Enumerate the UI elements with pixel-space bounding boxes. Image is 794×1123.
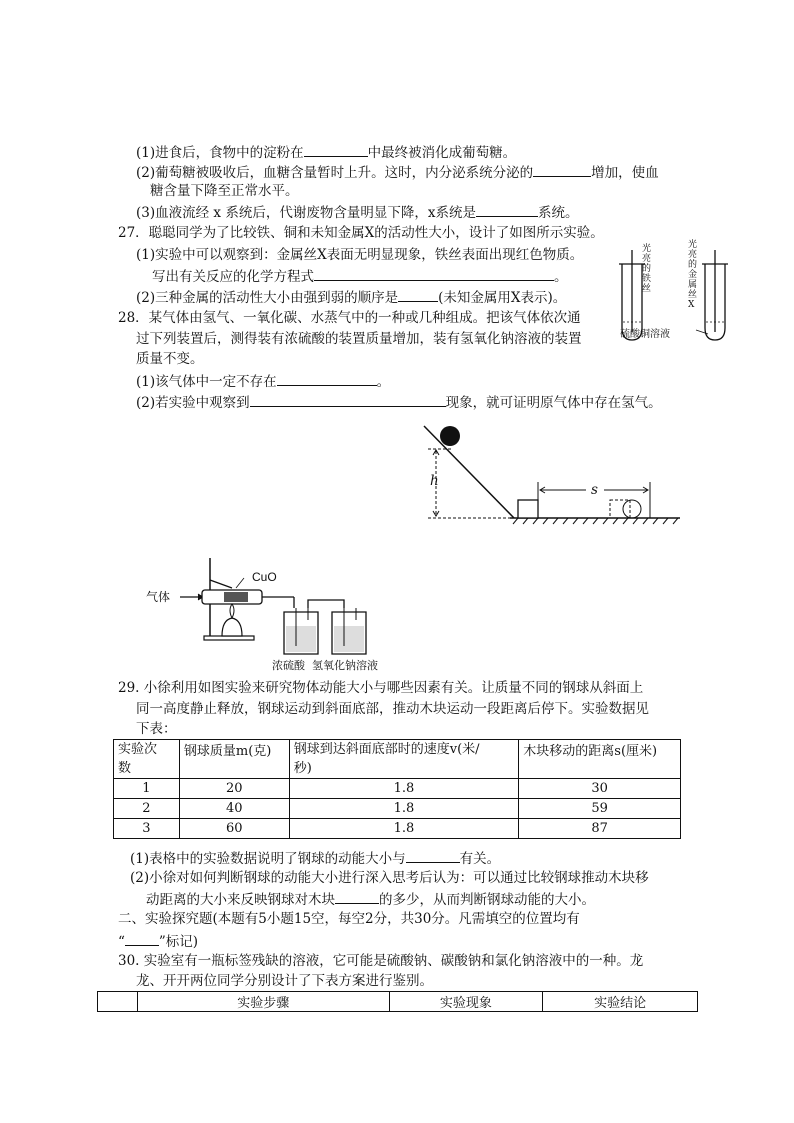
cell: 59: [519, 799, 681, 819]
q26-part2-cont: 糖含量下降至正常水平。: [150, 183, 299, 199]
q30-stem2: 龙、开开两位同学分别设计了下表方案进行鉴别。: [136, 973, 433, 989]
header-phenomenon: 实验现象: [389, 992, 543, 1012]
gas-apparatus-figure: [140, 550, 380, 660]
q28-stem1: 28．某气体由氢气、一氧化碳、水蒸气中的一种或几种组成。把该气体依次通: [118, 310, 581, 326]
header-trial: 实验次 数: [114, 740, 180, 779]
cell: 1.8: [289, 779, 519, 799]
section2-heading-cont: “ ”标记): [118, 931, 198, 951]
q28-part2: (2)若实验中观察到 现象，就可证明原气体中存在氢气。: [136, 392, 662, 412]
answer-blank[interactable]: [314, 266, 554, 281]
label-metal-x: 光亮的金属丝X: [688, 240, 698, 310]
label-gas: 气体: [146, 590, 171, 604]
label-iron-wire: 光亮的铁丝: [642, 244, 652, 294]
table-row: [114, 779, 681, 799]
cell: 20: [179, 779, 289, 799]
q29-part2: (2)小徐对如何判断钢球的动能大小进行深入思考后认为：可以通过比较钢球推动木块移: [130, 870, 649, 886]
q29-stem1: 29. 小徐利用如图实验来研究物体动能大小与哪些因素有关。让质量不同的钢球从斜面上: [118, 680, 644, 696]
cell: 87: [519, 819, 681, 839]
cell: 3: [114, 819, 180, 839]
label-h: h: [430, 473, 439, 489]
header-steps: 实验步骤: [137, 992, 389, 1012]
q30-table: [97, 991, 698, 1012]
q27-part1: (1)实验中可以观察到：金属丝X表面无明显现象，铁丝表面出现红色物质。: [136, 247, 584, 263]
q27-stem: 27．聪聪同学为了比较铁、铜和未知金属X的活动性大小，设计了如图所示实验。: [118, 225, 604, 241]
q30-stem1: 30. 实验室有一瓶标签残缺的溶液，它可能是硫酸钠、碳酸钠和氯化钠溶液中的一种。龙: [118, 953, 644, 969]
section2-heading: 二、实验探究题(本题有5小题15空，每空2分，共30分。凡需填空的位置均有: [118, 911, 580, 927]
q29-stem2: 同一高度静止释放，钢球运动到斜面底部，推动木块运动一段距离后停下。实验数据见: [136, 701, 649, 717]
q29-data-table: [113, 739, 681, 839]
table-row: [114, 799, 681, 819]
label-copper-sulfate: 硫酸铜溶液: [620, 329, 670, 340]
q26-part2: (2)葡萄糖被吸收后，血糖含量暂时上升。这时，内分泌系统分泌的 增加，使血: [136, 162, 659, 182]
answer-blank[interactable]: [304, 142, 368, 157]
q28-stem3: 质量不变。: [136, 351, 204, 367]
header-mass: 钢球质量m(克): [179, 740, 289, 779]
cell: 1: [114, 779, 180, 799]
label-bottles: 浓硫酸 氢氧化钠溶液: [272, 659, 378, 672]
ramp-figure: [418, 420, 688, 530]
header-blank: [98, 992, 138, 1012]
table-header-row: [114, 740, 681, 779]
cell: 1.8: [289, 819, 519, 839]
answer-blank[interactable]: [406, 848, 460, 863]
q28-part1: (1)该气体中一定不存在 。: [136, 371, 390, 391]
header-velocity: 钢球到达斜面底部时的速度v(米/ 秒): [289, 740, 519, 779]
cell: 60: [179, 819, 289, 839]
q28-stem2: 过下列装置后，测得装有浓硫酸的装置质量增加，装有氢氧化钠溶液的装置: [136, 331, 582, 347]
label-cuo: CuO: [252, 570, 277, 584]
label-s: s: [591, 482, 598, 498]
answer-blank-marker: [125, 931, 159, 946]
q26-part3: (3)血液流经 x 系统后，代谢废物含量明显下降，x系统是 系统。: [136, 202, 578, 222]
q29-part2-cont: 动距离的大小来反映钢球对木块 的多少，从而判断钢球动能的大小。: [146, 889, 595, 909]
cell: 30: [519, 779, 681, 799]
header-distance: 木块移动的距离s(厘米): [519, 740, 681, 779]
q26-part1: (1)进食后，食物中的淀粉在 中最终被消化成葡萄糖。: [136, 142, 516, 162]
cell: 2: [114, 799, 180, 819]
answer-blank[interactable]: [476, 202, 538, 217]
q29-part1: (1)表格中的实验数据说明了钢球的动能大小与 有关。: [130, 848, 500, 868]
answer-blank[interactable]: [277, 371, 377, 386]
header-conclusion: 实验结论: [543, 992, 698, 1012]
answer-blank[interactable]: [398, 287, 438, 302]
table-header-row: [98, 992, 698, 1012]
q27-part2: (2)三种金属的活动性大小由强到弱的顺序是 (未知金属用X表示)。: [136, 287, 566, 307]
q27-part1-equation: 写出有关反应的化学方程式 。: [152, 266, 568, 286]
cell: 1.8: [289, 799, 519, 819]
q29-stem3: 下表：: [136, 721, 177, 737]
answer-blank[interactable]: [335, 889, 379, 904]
cell: 40: [179, 799, 289, 819]
answer-blank[interactable]: [250, 392, 446, 407]
answer-blank[interactable]: [533, 162, 591, 177]
table-row: [114, 819, 681, 839]
